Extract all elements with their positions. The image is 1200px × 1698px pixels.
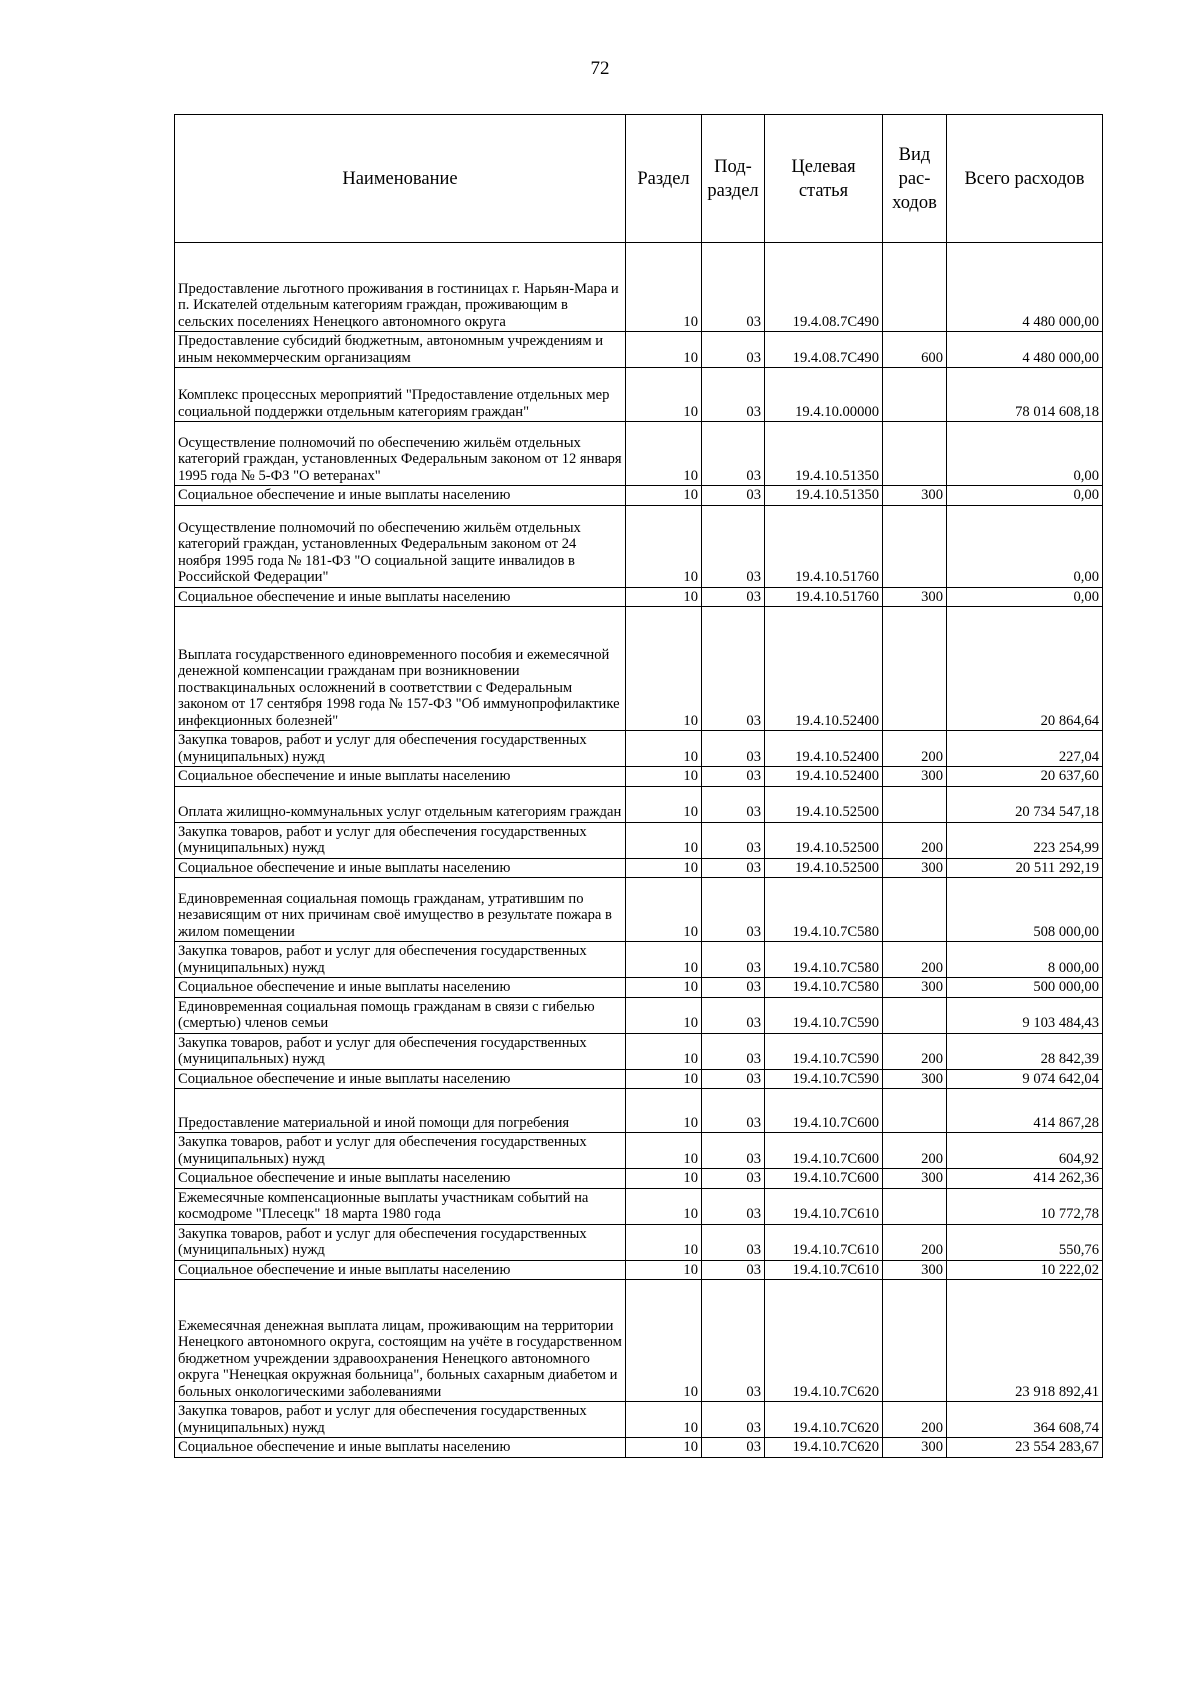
row-section-cell: 10 xyxy=(626,1169,702,1189)
table-row xyxy=(175,332,1103,368)
row-section-cell: 10 xyxy=(626,1224,702,1260)
row-article-cell: 19.4.10.7С620 xyxy=(765,1438,883,1458)
row-section-cell: 10 xyxy=(626,243,702,332)
header-target-article: Целевая статья xyxy=(765,115,883,243)
row-article-cell: 19.4.10.7С600 xyxy=(765,1089,883,1133)
table-row xyxy=(175,878,1103,942)
header-name: Наименование xyxy=(175,115,626,243)
row-name-cell: Осуществление полномочий по обеспечению жильём отдельных категорий граждан, установленных Федеральным законом от 12 января 1995 года № 5-ФЗ "О ветеранах" xyxy=(175,422,626,486)
row-subsection-cell: 03 xyxy=(702,878,765,942)
row-subsection-cell: 03 xyxy=(702,1438,765,1458)
table-row xyxy=(175,786,1103,822)
row-subsection-cell: 03 xyxy=(702,1280,765,1402)
row-article-cell: 19.4.10.51350 xyxy=(765,422,883,486)
table-row xyxy=(175,1033,1103,1069)
row-article-cell: 19.4.10.7С600 xyxy=(765,1133,883,1169)
row-subsection-cell: 03 xyxy=(702,422,765,486)
row-total-cell: 550,76 xyxy=(947,1224,1103,1260)
row-article-cell: 19.4.10.52500 xyxy=(765,858,883,878)
row-total-cell: 0,00 xyxy=(947,505,1103,587)
table-row xyxy=(175,858,1103,878)
row-subsection-cell: 03 xyxy=(702,1133,765,1169)
row-name-cell: Социальное обеспечение и иные выплаты населению xyxy=(175,1069,626,1089)
table-row xyxy=(175,587,1103,607)
row-name-cell: Ежемесячная денежная выплата лицам, проживающим на территории Ненецкого автономного округа, состоящим на учёте в государственном бюджетном учреждении здравоохранения Ненецкого автономного округа "Ненецкая окружная больница", больных сахарным диабетом и больных онкологическими заболеваниями xyxy=(175,1280,626,1402)
row-subsection-cell: 03 xyxy=(702,978,765,998)
row-subsection-cell: 03 xyxy=(702,767,765,787)
header-subsection: Под- раздел xyxy=(702,115,765,243)
row-total-cell: 20 511 292,19 xyxy=(947,858,1103,878)
row-type-cell: 300 xyxy=(883,1069,947,1089)
row-article-cell: 19.4.10.52500 xyxy=(765,822,883,858)
row-article-cell: 19.4.10.7С580 xyxy=(765,878,883,942)
row-article-cell: 19.4.10.7С610 xyxy=(765,1188,883,1224)
row-section-cell: 10 xyxy=(626,1260,702,1280)
table-row xyxy=(175,422,1103,486)
table-row xyxy=(175,978,1103,998)
row-total-cell: 4 480 000,00 xyxy=(947,332,1103,368)
row-article-cell: 19.4.10.7С580 xyxy=(765,978,883,998)
row-total-cell: 78 014 608,18 xyxy=(947,368,1103,422)
row-section-cell: 10 xyxy=(626,731,702,767)
row-name-cell: Закупка товаров, работ и услуг для обеспечения государственных (муниципальных) нужд xyxy=(175,1402,626,1438)
row-type-cell xyxy=(883,1188,947,1224)
row-section-cell: 10 xyxy=(626,942,702,978)
row-section-cell: 10 xyxy=(626,878,702,942)
row-subsection-cell: 03 xyxy=(702,997,765,1033)
row-section-cell: 10 xyxy=(626,1280,702,1402)
row-article-cell: 19.4.10.52400 xyxy=(765,607,883,731)
row-total-cell: 227,04 xyxy=(947,731,1103,767)
row-article-cell: 19.4.10.7С590 xyxy=(765,997,883,1033)
row-total-cell: 4 480 000,00 xyxy=(947,243,1103,332)
table-row xyxy=(175,243,1103,332)
row-type-cell: 200 xyxy=(883,822,947,858)
row-name-cell: Предоставление льготного проживания в гостиницах г. Нарьян-Мара и п. Искателей отдельным категориям граждан, проживающим в сельских поселениях Ненецкого автономного округа xyxy=(175,243,626,332)
row-subsection-cell: 03 xyxy=(702,1033,765,1069)
row-article-cell: 19.4.10.7С590 xyxy=(765,1069,883,1089)
row-subsection-cell: 03 xyxy=(702,1069,765,1089)
table-body xyxy=(175,243,1103,1458)
row-section-cell: 10 xyxy=(626,1188,702,1224)
row-type-cell: 300 xyxy=(883,978,947,998)
table-row xyxy=(175,1133,1103,1169)
row-name-cell: Ежемесячные компенсационные выплаты участникам событий на космодроме "Плесецк" 18 марта 1980 года xyxy=(175,1188,626,1224)
row-section-cell: 10 xyxy=(626,607,702,731)
row-name-cell: Выплата государственного единовременного пособия и ежемесячной денежной компенсации гражданам при возникновении поствакцинальных осложнений в соответствии с Федеральным законом от 17 сентября 1998 года № 157-ФЗ "Об иммунопрофилактике инфекционных болезней" xyxy=(175,607,626,731)
row-article-cell: 19.4.10.52500 xyxy=(765,786,883,822)
row-type-cell: 200 xyxy=(883,731,947,767)
row-total-cell: 28 842,39 xyxy=(947,1033,1103,1069)
row-total-cell: 0,00 xyxy=(947,422,1103,486)
row-section-cell: 10 xyxy=(626,997,702,1033)
row-name-cell: Социальное обеспечение и иные выплаты населению xyxy=(175,1169,626,1189)
row-name-cell: Предоставление материальной и иной помощи для погребения xyxy=(175,1089,626,1133)
row-type-cell xyxy=(883,422,947,486)
header-total: Всего расходов xyxy=(947,115,1103,243)
row-total-cell: 23 554 283,67 xyxy=(947,1438,1103,1458)
row-subsection-cell: 03 xyxy=(702,1089,765,1133)
row-section-cell: 10 xyxy=(626,368,702,422)
row-type-cell xyxy=(883,1280,947,1402)
row-article-cell: 19.4.10.51760 xyxy=(765,587,883,607)
table-row xyxy=(175,1069,1103,1089)
row-subsection-cell: 03 xyxy=(702,587,765,607)
table-row xyxy=(175,1402,1103,1438)
row-article-cell: 19.4.10.51350 xyxy=(765,486,883,506)
table-row xyxy=(175,1438,1103,1458)
row-name-cell: Закупка товаров, работ и услуг для обеспечения государственных (муниципальных) нужд xyxy=(175,1224,626,1260)
row-name-cell: Социальное обеспечение и иные выплаты населению xyxy=(175,486,626,506)
table-row xyxy=(175,1224,1103,1260)
row-article-cell: 19.4.10.51760 xyxy=(765,505,883,587)
table-row xyxy=(175,1280,1103,1402)
row-name-cell: Социальное обеспечение и иные выплаты населению xyxy=(175,978,626,998)
table-row xyxy=(175,505,1103,587)
row-total-cell: 508 000,00 xyxy=(947,878,1103,942)
row-type-cell: 300 xyxy=(883,486,947,506)
row-type-cell: 200 xyxy=(883,1133,947,1169)
row-type-cell: 300 xyxy=(883,1260,947,1280)
row-subsection-cell: 03 xyxy=(702,368,765,422)
row-section-cell: 10 xyxy=(626,587,702,607)
table-row xyxy=(175,607,1103,731)
row-type-cell xyxy=(883,243,947,332)
row-type-cell: 300 xyxy=(883,858,947,878)
row-name-cell: Закупка товаров, работ и услуг для обеспечения государственных (муниципальных) нужд xyxy=(175,1133,626,1169)
header-row xyxy=(175,115,1103,243)
row-article-cell: 19.4.10.00000 xyxy=(765,368,883,422)
header-section: Раздел xyxy=(626,115,702,243)
row-total-cell: 23 918 892,41 xyxy=(947,1280,1103,1402)
row-total-cell: 223 254,99 xyxy=(947,822,1103,858)
row-total-cell: 10 772,78 xyxy=(947,1188,1103,1224)
row-type-cell: 200 xyxy=(883,1224,947,1260)
row-subsection-cell: 03 xyxy=(702,607,765,731)
row-type-cell: 300 xyxy=(883,1169,947,1189)
table-row xyxy=(175,731,1103,767)
row-name-cell: Социальное обеспечение и иные выплаты населению xyxy=(175,858,626,878)
table-row xyxy=(175,368,1103,422)
row-name-cell: Оплата жилищно-коммунальных услуг отдельным категориям граждан xyxy=(175,786,626,822)
row-type-cell: 300 xyxy=(883,1438,947,1458)
row-total-cell: 10 222,02 xyxy=(947,1260,1103,1280)
row-type-cell: 300 xyxy=(883,767,947,787)
row-name-cell: Единовременная социальная помощь гражданам в связи с гибелью (смертью) членов семьи xyxy=(175,997,626,1033)
row-article-cell: 19.4.10.7С590 xyxy=(765,1033,883,1069)
row-type-cell xyxy=(883,1089,947,1133)
row-subsection-cell: 03 xyxy=(702,822,765,858)
row-total-cell: 9 103 484,43 xyxy=(947,997,1103,1033)
row-name-cell: Предоставление субсидий бюджетным, автономным учреждениям и иным некоммерческим организациям xyxy=(175,332,626,368)
table-row xyxy=(175,942,1103,978)
row-type-cell: 600 xyxy=(883,332,947,368)
row-type-cell xyxy=(883,368,947,422)
row-total-cell: 414 262,36 xyxy=(947,1169,1103,1189)
row-subsection-cell: 03 xyxy=(702,1169,765,1189)
row-type-cell: 200 xyxy=(883,1402,947,1438)
row-type-cell: 300 xyxy=(883,587,947,607)
row-name-cell: Социальное обеспечение и иные выплаты населению xyxy=(175,1438,626,1458)
row-total-cell: 0,00 xyxy=(947,587,1103,607)
row-section-cell: 10 xyxy=(626,1402,702,1438)
row-name-cell: Единовременная социальная помощь гражданам, утратившим по независящим от них причинам своё имущество в результате пожара в жилом помещении xyxy=(175,878,626,942)
header-expense-type: Вид рас- ходов xyxy=(883,115,947,243)
row-subsection-cell: 03 xyxy=(702,858,765,878)
row-section-cell: 10 xyxy=(626,1033,702,1069)
table-row xyxy=(175,1169,1103,1189)
row-name-cell: Закупка товаров, работ и услуг для обеспечения государственных (муниципальных) нужд xyxy=(175,822,626,858)
row-article-cell: 19.4.10.7С580 xyxy=(765,942,883,978)
table-row xyxy=(175,767,1103,787)
table-header xyxy=(175,115,1103,243)
row-article-cell: 19.4.08.7С490 xyxy=(765,332,883,368)
row-name-cell: Социальное обеспечение и иные выплаты населению xyxy=(175,587,626,607)
row-article-cell: 19.4.10.7С620 xyxy=(765,1402,883,1438)
row-subsection-cell: 03 xyxy=(702,243,765,332)
row-total-cell: 9 074 642,04 xyxy=(947,1069,1103,1089)
row-article-cell: 19.4.10.52400 xyxy=(765,731,883,767)
row-section-cell: 10 xyxy=(626,486,702,506)
row-type-cell: 200 xyxy=(883,942,947,978)
row-subsection-cell: 03 xyxy=(702,942,765,978)
row-section-cell: 10 xyxy=(626,1438,702,1458)
row-type-cell xyxy=(883,786,947,822)
row-section-cell: 10 xyxy=(626,1069,702,1089)
table-row xyxy=(175,1188,1103,1224)
row-type-cell xyxy=(883,878,947,942)
row-type-cell xyxy=(883,997,947,1033)
row-section-cell: 10 xyxy=(626,505,702,587)
row-article-cell: 19.4.10.52400 xyxy=(765,767,883,787)
row-article-cell: 19.4.10.7С610 xyxy=(765,1224,883,1260)
row-subsection-cell: 03 xyxy=(702,1402,765,1438)
row-section-cell: 10 xyxy=(626,1089,702,1133)
row-name-cell: Социальное обеспечение и иные выплаты населению xyxy=(175,1260,626,1280)
row-section-cell: 10 xyxy=(626,1133,702,1169)
table-row xyxy=(175,997,1103,1033)
row-subsection-cell: 03 xyxy=(702,505,765,587)
row-section-cell: 10 xyxy=(626,332,702,368)
row-total-cell: 20 637,60 xyxy=(947,767,1103,787)
row-type-cell xyxy=(883,505,947,587)
row-name-cell: Закупка товаров, работ и услуг для обеспечения государственных (муниципальных) нужд xyxy=(175,1033,626,1069)
row-subsection-cell: 03 xyxy=(702,1224,765,1260)
row-subsection-cell: 03 xyxy=(702,486,765,506)
row-total-cell: 20 864,64 xyxy=(947,607,1103,731)
row-subsection-cell: 03 xyxy=(702,786,765,822)
row-name-cell: Социальное обеспечение и иные выплаты населению xyxy=(175,767,626,787)
row-section-cell: 10 xyxy=(626,422,702,486)
row-total-cell: 364 608,74 xyxy=(947,1402,1103,1438)
table-row xyxy=(175,1089,1103,1133)
row-section-cell: 10 xyxy=(626,822,702,858)
row-article-cell: 19.4.10.7С610 xyxy=(765,1260,883,1280)
row-section-cell: 10 xyxy=(626,786,702,822)
table-row xyxy=(175,822,1103,858)
row-total-cell: 414 867,28 xyxy=(947,1089,1103,1133)
row-subsection-cell: 03 xyxy=(702,1188,765,1224)
row-name-cell: Осуществление полномочий по обеспечению жильём отдельных категорий граждан, установленных Федеральным законом от 24 ноября 1995 года № 181-ФЗ "О социальной защите инвалидов в Российской Федерации" xyxy=(175,505,626,587)
row-total-cell: 500 000,00 xyxy=(947,978,1103,998)
row-subsection-cell: 03 xyxy=(702,1260,765,1280)
row-section-cell: 10 xyxy=(626,978,702,998)
table-row xyxy=(175,1260,1103,1280)
row-name-cell: Закупка товаров, работ и услуг для обеспечения государственных (муниципальных) нужд xyxy=(175,731,626,767)
row-type-cell: 200 xyxy=(883,1033,947,1069)
page-number: 72 xyxy=(590,58,610,79)
table-row xyxy=(175,486,1103,506)
row-total-cell: 20 734 547,18 xyxy=(947,786,1103,822)
row-section-cell: 10 xyxy=(626,767,702,787)
row-total-cell: 0,00 xyxy=(947,486,1103,506)
row-total-cell: 8 000,00 xyxy=(947,942,1103,978)
row-name-cell: Закупка товаров, работ и услуг для обеспечения государственных (муниципальных) нужд xyxy=(175,942,626,978)
row-article-cell: 19.4.08.7С490 xyxy=(765,243,883,332)
row-article-cell: 19.4.10.7С600 xyxy=(765,1169,883,1189)
row-subsection-cell: 03 xyxy=(702,731,765,767)
row-section-cell: 10 xyxy=(626,858,702,878)
budget-table xyxy=(174,114,1103,1458)
row-type-cell xyxy=(883,607,947,731)
row-subsection-cell: 03 xyxy=(702,332,765,368)
row-total-cell: 604,92 xyxy=(947,1133,1103,1169)
row-name-cell: Комплекс процессных мероприятий "Предоставление отдельных мер социальной поддержки отдельным категориям граждан" xyxy=(175,368,626,422)
row-article-cell: 19.4.10.7С620 xyxy=(765,1280,883,1402)
